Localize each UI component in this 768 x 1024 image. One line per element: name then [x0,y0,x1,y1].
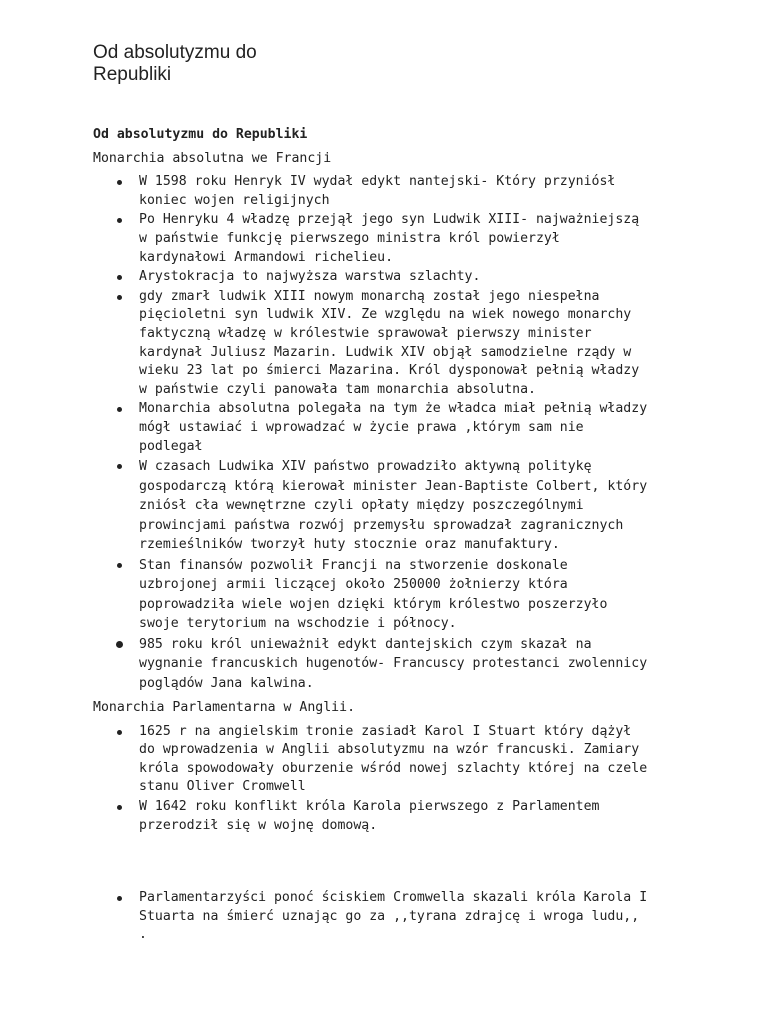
bullet-icon [117,805,122,810]
spacer [93,841,693,889]
bullet-list-france [93,173,693,693]
bullet-icon [117,407,122,412]
document-title-line1: Od absolutyzmu do [93,42,257,63]
list-item: Parlamentarzyści ponoć ściskiem Cromwella skazali króla Karola I Stuarta na śmierć uznając go za ,,tyrana zdrajcę i wroga ludu,, . [93,889,655,945]
bullet-icon [117,563,122,568]
bullet-icon [117,896,122,901]
bullet-icon [117,275,122,280]
list-item: Monarchia absolutna polegała na tym że władca miał pełnią władzy mógł ustawiać i wprowadzać w życie prawa ,którym sam nie podlegał [93,400,655,456]
list-item: Po Henryku 4 władzę przejął jego syn Ludwik XIII- najważniejszą w państwie funkcję pierwszego ministra król powierzył kardynałowi Armandowi richelieu. [93,211,655,267]
bullet-icon [116,641,123,648]
list-item: 1625 r na angielskim tronie zasiadł Karol I Stuart który dążył do wprowadzenia w Anglii absolutyzmu na wzór francuski. Zamiary króla spowodowały oburzenie wśród nowej szlachty której na czele stanu Oliver Cromwell [93,723,655,797]
section-title-england: Monarchia Parlamentarna w Anglii. [93,700,356,716]
list-item: W czasach Ludwika XIV państwo prowadziło aktywną politykę gospodarczą którą kierował minister Jean-Baptiste Colbert, który zniósł cła wewnętrzne czyli opłaty między poszczególnymi prowincjami państwa rozwój przemysłu sprowadzał zagranicznych rzemieślników tworzył huty stocznie oraz manufaktury. [93,457,655,555]
bullet-list-england [93,723,693,836]
bullet-list-england-continued [93,889,693,945]
bullet-icon [117,180,122,185]
bullet-icon [117,730,122,735]
section-title-france: Monarchia absolutna we Francji [93,150,332,166]
document-title-line2: Republiki [93,64,172,85]
document-body [93,126,693,951]
bullet-icon [117,295,122,300]
list-item: W 1642 roku konflikt króla Karola pierwszego z Parlamentem przerodził się w wojnę domową. [93,798,655,835]
list-item: W 1598 roku Henryk IV wydał edykt nantejski- Który przyniósł koniec wojen religijnych [93,173,655,210]
bullet-icon [117,464,122,469]
document-title [93,42,493,86]
list-item: Stan finansów pozwolił Francji na stworzenie doskonale uzbrojonej armii liczącej około 250000 żołnierzy która poprowadziła wiele wojen dzięki którym królestwo poszerzyło swoje terytorium na wschodzie i północy. [93,556,655,634]
list-item: Arystokracja to najwyższa warstwa szlachty. [93,268,655,287]
main-heading: Od absolutyzmu do Republiki [93,127,308,142]
list-item: 985 roku król unieważnił edykt dantejskich czym skazał na wygnanie francuskich hugenotów- Francuscy protestanci zwolennicy poglądów Jana kalwina. [93,635,655,694]
list-item: gdy zmarł ludwik XIII nowym monarchą został jego niespełna pięcioletni syn ludwik XIV. Ze względu na wiek nowego monarchy faktyczną władzę w królestwie sprawował pierwszy minister kardynał Juliusz Mazarin. Ludwik XIV objął samodzielne rządy w wieku 23 lat po śmierci Mazarina. Król dysponował pełnią władzy w państwie czyli panowała tam monarchia absolutna. [93,288,655,400]
bullet-icon [117,218,122,223]
